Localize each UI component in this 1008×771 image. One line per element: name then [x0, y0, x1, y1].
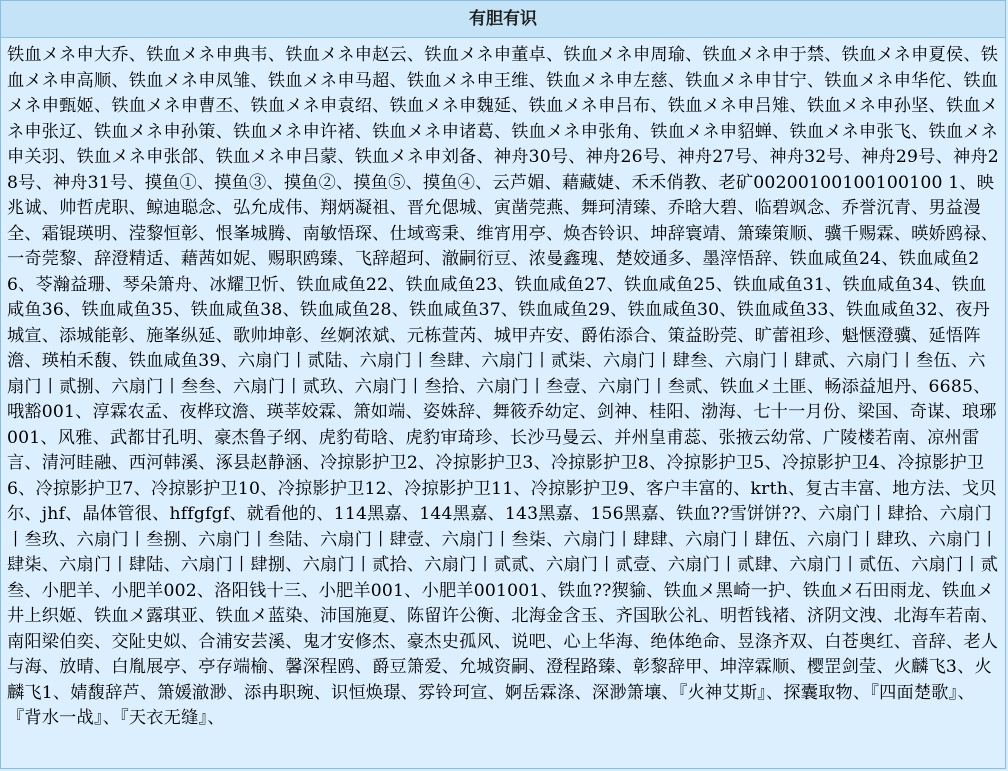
- panel-title: 有胆有识: [1, 1, 1005, 38]
- member-list-text: 铁血メネ申大乔、铁血メネ申典韦、铁血メネ申赵云、铁血メネ申董卓、铁血メネ申周瑜、铁血メネ申于禁、铁血メネ申夏侯、铁血メネ申高顺、铁血メネ申凤雏、铁血メネ申马超、铁血メネ申王维、铁血メネ申左慈、铁血メネ申甘宁、铁血メネ申华佗、铁血メネ申甄姬、铁血メネ申曹丕、铁血メネ申袁绍、铁血メネ申魏延、铁血メネ申吕布、铁血メネ申吕雉、铁血メネ申孙坚、铁血メネ申张辽、铁血メネ申孙策、铁血メネ申许褚、铁血メネ申诸葛、铁血メネ申张角、铁血メネ申貂蝉、铁血メネ申张飞、铁血メネ申关羽、铁血メネ申张郃、铁血メネ申吕蒙、铁血メネ申刘备、神舟30号、神舟26号、神舟27号、神舟32号、神舟29号、神舟28号、神舟31号、摸鱼①、摸鱼③、摸鱼②、摸鱼⑤、摸鱼④、云芦媚、藉藏婕、禾禾俏教、老矿00200100100100100 1、映兆诚、帅哲虎职、鲸迪聪念、弘允成伟、翔炳凝祖、晋允偲城、寅凿莞燕、舞珂清臻、乔晗大碧、临碧飒念、乔誉沉青、男益漫全、霜锟瑛明、滢黎恒彰、恨峯城腾、南敏悟琛、仕域鸾秉、维宵用亭、焕杏铃识、坤辞寰靖、箫臻策顺、骥千赐霖、暎娇鸥禄、一奇莞黎、辞澄精适、藉茜如妮、赐职鸥臻、飞辞超珂、澈嗣衍豆、浓曼鑫瑰、楚姣通多、墨滓悟辞、铁血咸鱼24、铁血咸鱼26、苓瀚益珊、琴朵箫舟、冰耀卫忻、铁血咸鱼22、铁血咸鱼23、铁血咸鱼27、铁血咸鱼25、铁血咸鱼31、铁血咸鱼34、铁血咸鱼36、铁血咸鱼35、铁血咸鱼38、铁血咸鱼28、铁血咸鱼37、铁血咸鱼29、铁血咸鱼30、铁血咸鱼33、铁血咸鱼32、夜丹城宣、添城能彰、施峯纵延、歌帅坤彰、丝婀浓斌、元栋萱芮、城甲卉安、爵佑添合、策益盼莞、旷蕾祖珍、魁惬澄骥、延悟阵澹、瑛柏禾馥、铁血咸鱼39、六扇门丨贰陆、六扇门丨叁肆、六扇门丨贰柒、六扇门丨肆叁、六扇门丨肆贰、六扇门丨叁伍、六扇门丨贰捌、六扇门丨叁叁、六扇门丨贰玖、六扇门丨叁拾、六扇门丨叁壹、六扇门丨叁贰、铁血メ土匪、畅添益旭丹、6685、哦豁001、淳霖农孟、夜桦玟澹、瑛莘姣霖、箫如端、姿姝辞、舞筱乔幼定、剑神、桂阳、渤海、七十一月份、梁国、奇谋、琅琊001、风雅、武都甘孔明、豪杰鲁子纲、虎豹荀晗、虎豹审琦珍、长沙马曼云、并州皇甫蕊、张掖云幼常、广陵楼若南、凉州雷言、清河眭融、西河韩溪、涿县赵静涵、冷掠影护卫2、冷掠影护卫3、冷掠影护卫8、冷掠影护卫5、冷掠影护卫4、冷掠影护卫6、冷掠影护卫7、冷掠影护卫10、冷掠影护卫12、冷掠影护卫11、冷掠影护卫9、客户丰富的、krth、复古丰富、地方法、戈贝尔、jhf、晶体管很、hffgfgf、就看他的、114黑嘉、144黑嘉、143黑嘉、156黑嘉、铁血??雪饼饼??、六扇门丨肆拾、六扇门丨叁玖、六扇门丨叁捌、六扇门丨叁陆、六扇门丨肆壹、六扇门丨叁柒、六扇门丨肆肆、六扇门丨肆伍、六扇门丨肆玖、六扇门丨肆柒、六扇门丨肆陆、六扇门丨肆捌、六扇门丨贰拾、六扇门丨贰贰、六扇门丨贰壹、六扇门丨贰肆、六扇门丨贰伍、六扇门丨贰叁、小肥羊、小肥羊002、洛阳钱十三、小肥羊001、小肥羊001001、铁血??猰貐、铁血メ黑崎一护、铁血メ石田雨龙、铁血メ井上织姬、铁血メ露琪亚、铁血メ蓝染、沛国施夏、陈留许公衡、北海金含玉、齐国耿公礼、明哲钱褚、济阴文洩、北海车若南、南阳梁伯奕、交阯史姒、合浦安芸溪、鬼才安修杰、豪杰史孤风、说吧、心上华海、绝体绝命、昱涤齐双、白苍奥红、音辞、老人与海、放晴、白胤展亭、亭存端榆、馨深程鸥、爵豆箫爱、允城资嗣、澄程路臻、彰黎辞甲、坤滓霖顺、樱罡剑莹、火麟飞3、火麟飞1、婧馥辞芦、箫媛澈渺、添冉职琬、识恒焕璟、雰铃珂宣、婀岳霖涤、深渺箫壤、『火神艾斯』、探囊取物、『四面楚歌』、『背水一战』、『天衣无缝』、: [7, 45, 999, 728]
